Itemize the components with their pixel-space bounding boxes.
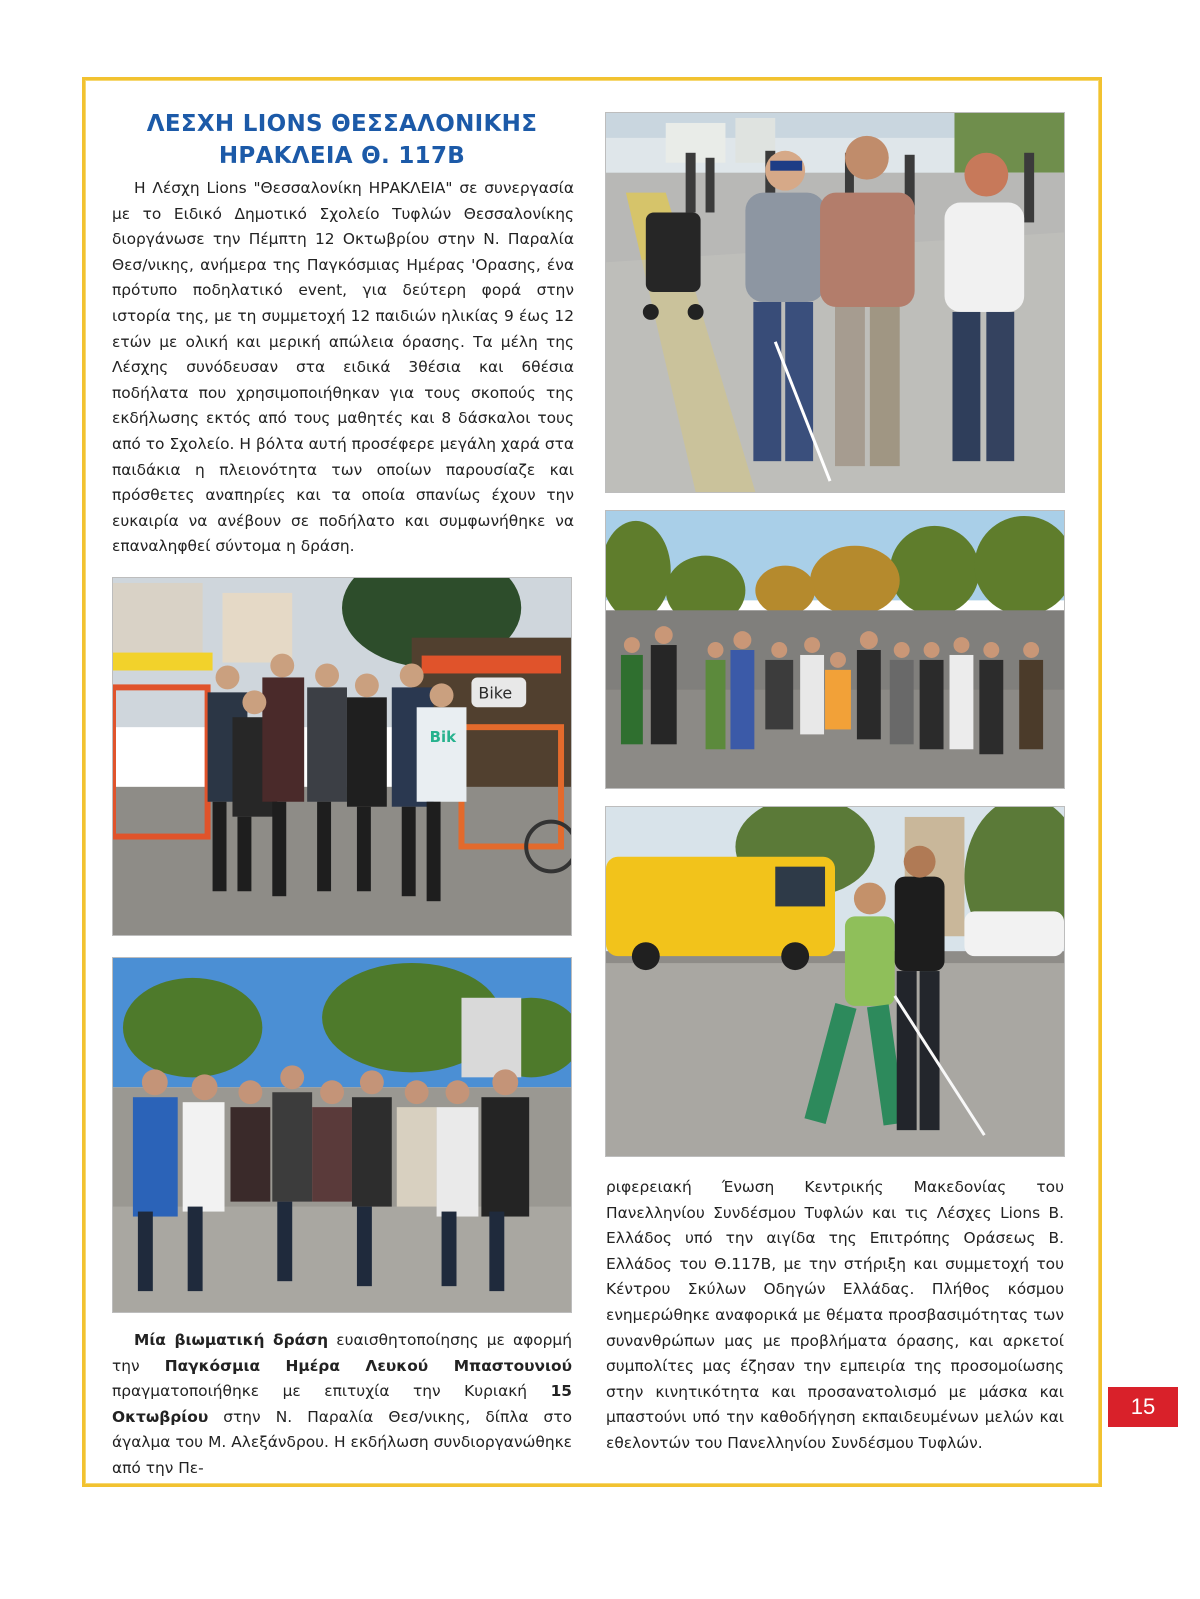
- photo-blindfold-walk: [605, 112, 1065, 493]
- paragraph-part1: ευαισθητοποίησης με αφορμή την: [112, 1331, 572, 1375]
- event-name-bold: Παγκόσμια Ημέρα Λευκού Μπαστουνιού: [164, 1356, 573, 1375]
- continuation-paragraph: ριφερειακή Ένωση Κεντρικής Μακεδονίας του Πανελληνίου Συνδέσμου Τυφλών και τις Λέσχες Lions Β. Ελλάδος υπό την αιγίδα της Επιτρόπης Οράσεως Β. Ελλάδος του Θ.117Β, με την στήριξη και συμμετοχή του Κέντρου Σκύλων Οδηγών Ελλάδας. Πλήθος κόσμου ενημερώθηκε αναφορικά με θέματα προσβασιμότητας των συνανθρώπων μας με προβλήματα όρασης, και αρκετοί συμπολίτες μας έζησαν την εμπειρία της προσομοίωσης στην κινητικότητα και προσανατολισμό με μάσκα και μπαστούνι υπό την καθοδήγηση εκπαιδευμένων μελών και εθελοντών του Πανελληνίου Συνδέσμου Τυφλών.: [606, 1178, 1064, 1452]
- photo-group-square: [605, 510, 1065, 789]
- photo-group-bikes: [112, 577, 572, 936]
- second-event-paragraph: [112, 1328, 572, 1482]
- photo-group-promenade: [112, 957, 572, 1313]
- shirt-text: Bik: [429, 728, 457, 747]
- article-title-line2: ΗΡΑΚΛΕΙΑ Θ. 117Β: [218, 143, 466, 169]
- bike-sign-text: Bike: [478, 683, 513, 703]
- date-bold: 15 Οκτωβρίου: [112, 1382, 572, 1426]
- paragraph-part3: στην Ν. Παραλία Θεσ/νικης, δίπλα στο άγαλμα του Μ. Αλεξάνδρου. Η εκδήλωση συνδιοργανώθηκε από την Πε-: [112, 1407, 572, 1477]
- article-title-line1: ΛΕΣΧΗ LIONS ΘΕΣΣΑΛΟΝΙΚΗΣ: [146, 111, 538, 137]
- paragraph-part2: πραγματοποιήθηκε με επιτυχία την Κυριακή: [112, 1382, 551, 1401]
- lead-bold: Μία βιωματική δράση: [134, 1331, 329, 1349]
- page-number: 15: [1108, 1387, 1178, 1427]
- photo-cane-walk: [605, 806, 1065, 1157]
- intro-paragraph: Η Λέσχη Lions "Θεσσαλονίκη ΗΡΑΚΛΕΙΑ" σε συνεργασία με το Ειδικό Δημοτικό Σχολείο Τυφλών Θεσσαλονίκης διοργάνωσε την Πέμπτη 12 Οκτωβρίου στην Ν. Παραλία Θεσ/νικης, ανήμερα της Παγκόσμιας Ημέρας 'Ορασης, ένα πρότυπο ποδηλατικό event, για δεύτερη φορά στην ιστορία της, με τη συμμετοχή 12 παιδιών ηλικίας 9 έως 12 ετών με ολική και μερική απώλεια όρασης. Τα μέλη της Λέσχης συνόδευσαν στα ειδικά 3θέσια και 6θέσια ποδήλατα που χρησιμοποιήθηκαν για τους σκοπούς της εκδήλωσης εκτός από τους μαθητές και 8 δάσκαλοι τους από το Σχολείο. Η βόλτα αυτή προσέφερε μεγάλη χαρά στα παιδάκια η πλειονότητα των οποίων παρουσίαζε και πρόσθετες αναπηρίες και τα οποία σπανίως έχουν την ευκαιρία να ανέβουν σε ποδήλατο και συμφωνήθηκε να επαναληφθεί σύντομα η δράση.: [112, 179, 574, 556]
